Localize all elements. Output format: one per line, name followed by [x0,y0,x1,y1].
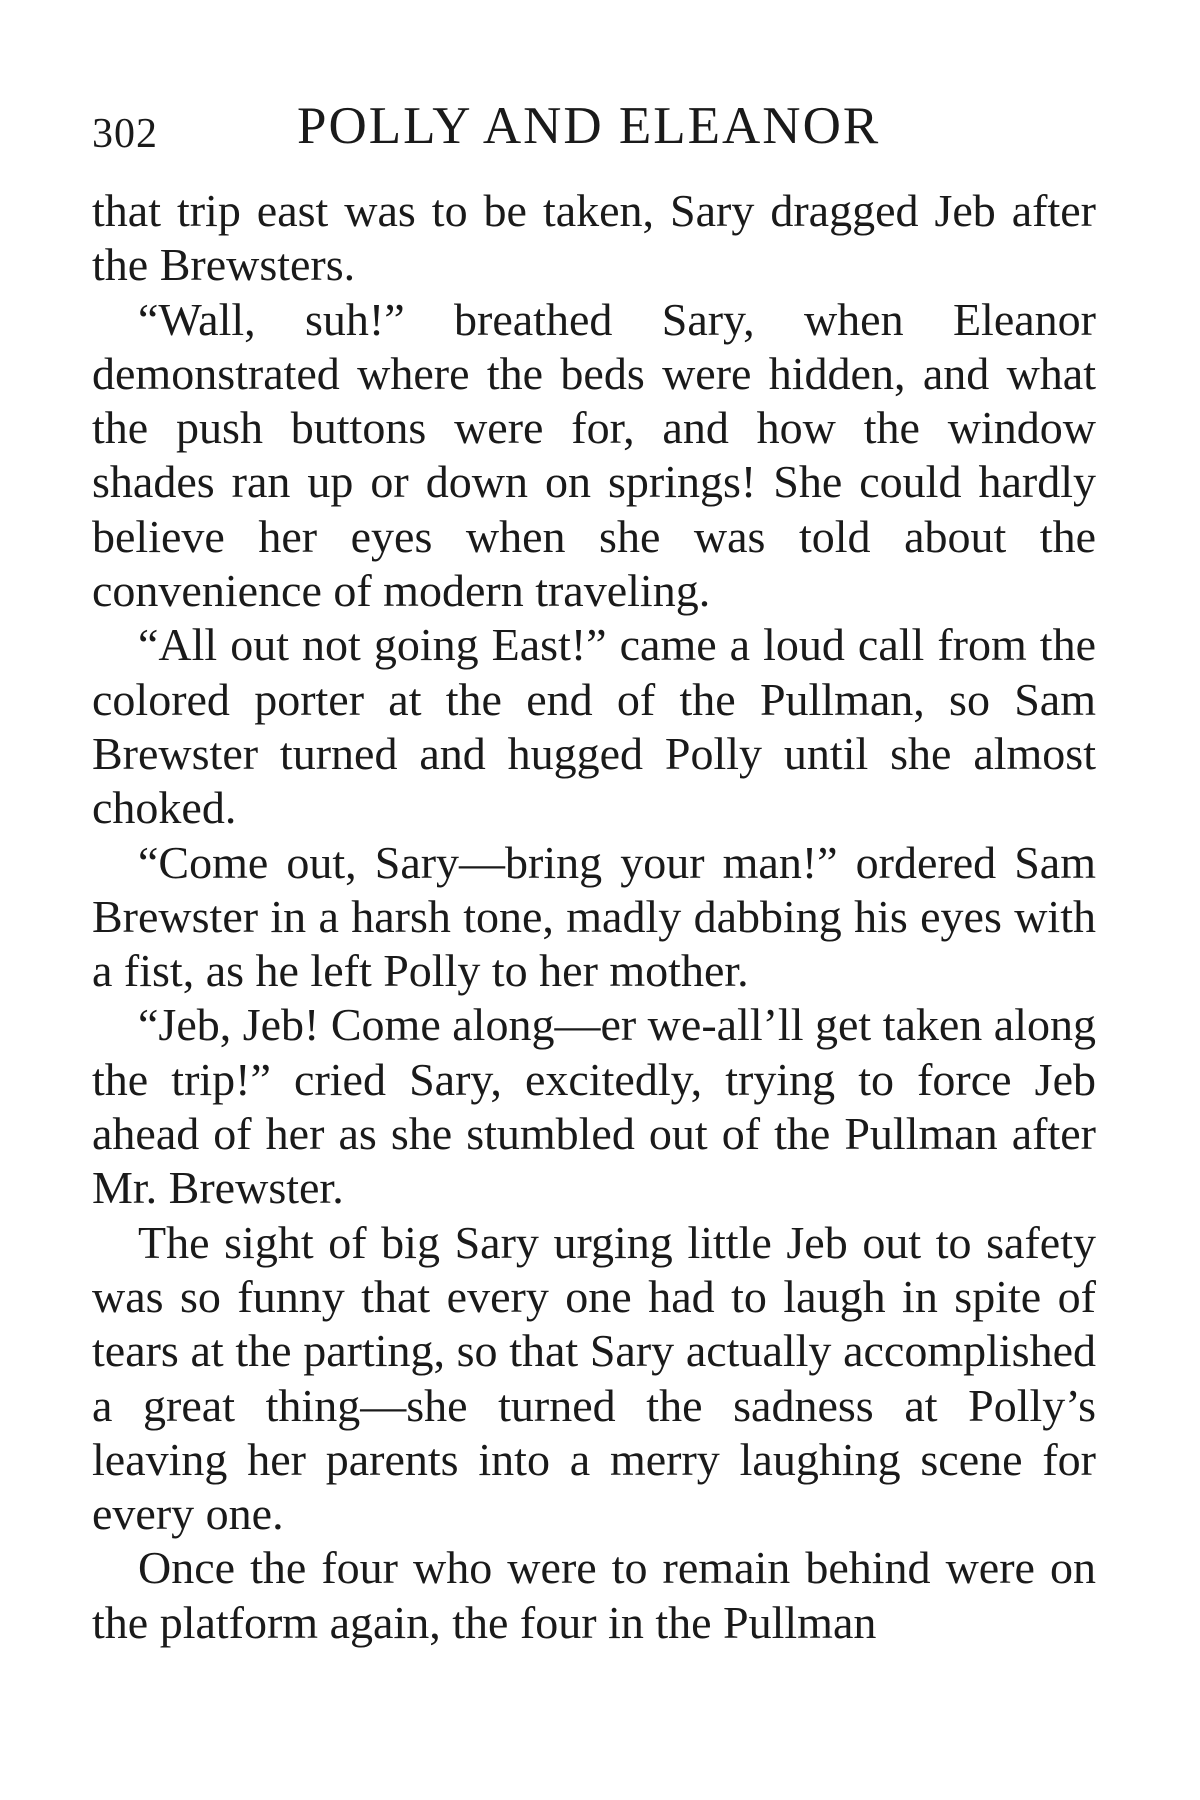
paragraph: Once the four who were to remain behind were on the platform again, the four in the Pullman [92,1542,1096,1648]
page-number: 302 [92,111,158,157]
running-head [92,96,1092,166]
paragraph-continued: that trip east was to be taken, Sary dragged Jeb after the Brewsters. [92,185,1096,291]
paragraph: “Come out, Sary—bring your man!” ordered Sam Brewster in a harsh tone, madly dabbing his eyes with a fist, as he left Polly to her mother. [92,836,1096,997]
paragraph: “Jeb, Jeb! Come along—er we-all’ll get taken along the trip!” cried Sary, excitedly, trying to force Jeb ahead of her as she stumbled out of the Pullman after Mr. Brewster. [92,999,1097,1214]
body-text [92,184,1096,1650]
paragraph: “Wall, suh!” breathed Sary, when Eleanor demonstrated where the beds were hidden, and what the push buttons were for, and how the window shades ran up or down on springs! She could hardly believe her eyes when she was told about the convenience of modern traveling. [92,293,1096,617]
paragraph: The sight of big Sary urging little Jeb out to safety was so funny that every one had to laugh in spite of tears at the parting, so that Sary actually accomplished a great thing—she turned the sadness at Polly’s leaving her parents into a merry laughing scene for every one. [92,1216,1096,1540]
paragraph: “All out not going East!” came a loud call from the colored porter at the end of the Pullman, so Sam Brewster turned and hugged Polly until she almost choked. [92,619,1096,834]
running-title: POLLY AND ELEANOR [297,97,881,155]
